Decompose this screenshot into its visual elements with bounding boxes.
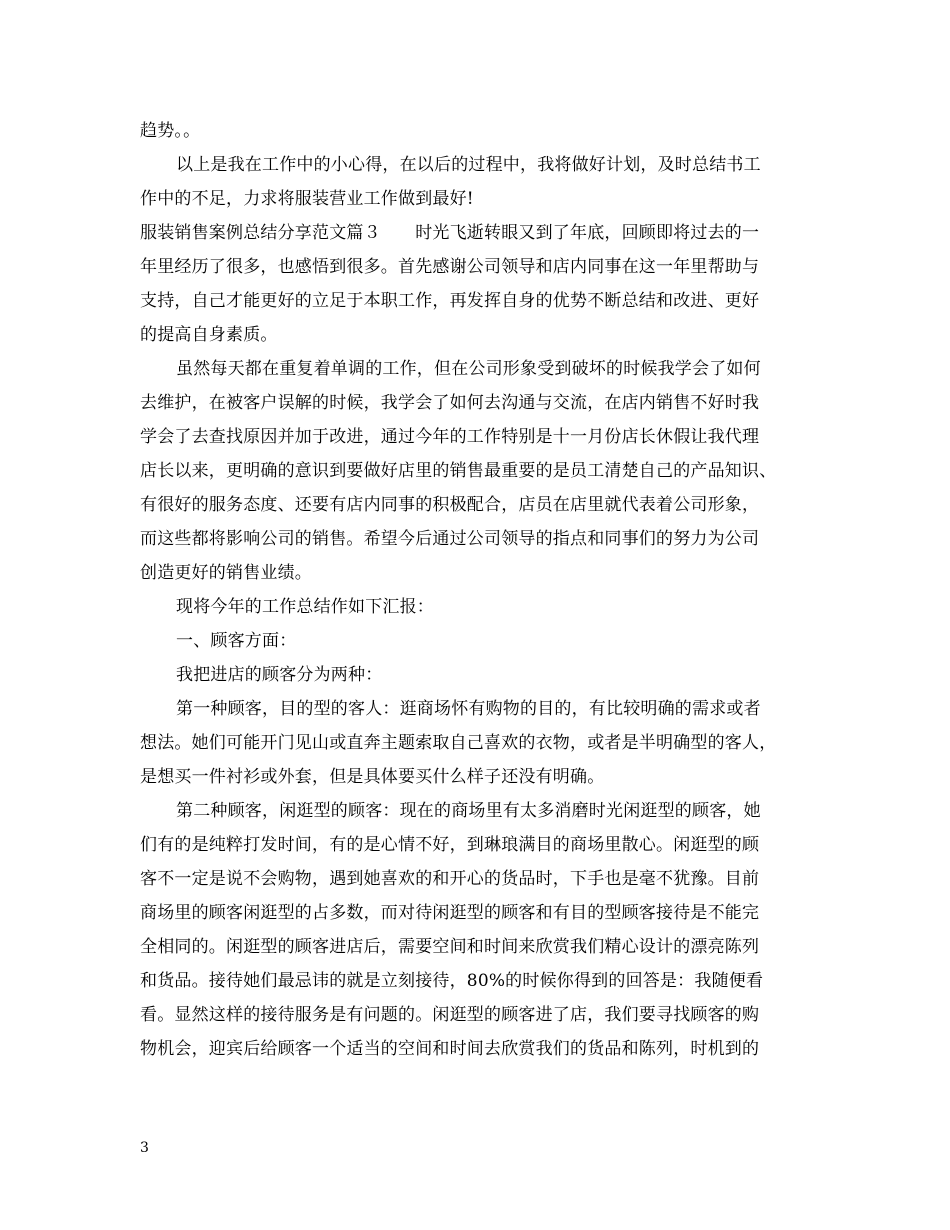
text-line: 物机会，迎宾后给顾客一个适当的空间和时间去欣赏我们的货品和陈列，时机到的 xyxy=(140,1039,760,1059)
text-line: 和货品。接待她们最忌讳的就是立刻接待，80%的时候你得到的回答是：我随便看 xyxy=(140,971,764,991)
text-line: 而这些都将影响公司的销售。希望今后通过公司领导的指点和同事们的努力为公司 xyxy=(140,529,760,549)
text-line: 店长以来，更明确的意识到要做好店里的销售最重要的是员工清楚自己的产品知识、 xyxy=(140,461,777,481)
text-line: 我把进店的顾客分为两种： xyxy=(176,665,383,685)
text-line: 客不一定是说不会购物，遇到她喜欢的和开心的货品时，下手也是毫不犹豫。目前 xyxy=(140,869,760,889)
page-number: 3 xyxy=(140,1140,149,1156)
text-line: 以上是我在工作中的小心得，在以后的过程中，我将做好计划，及时总结书工 xyxy=(176,155,761,175)
text-line: 看。显然这样的接待服务是有问题的。闲逛型的顾客进了店，我们要寻找顾客的购 xyxy=(140,1005,760,1025)
text-line: 第二种顾客，闲逛型的顾客：现在的商场里有太多消磨时光闲逛型的顾客，她 xyxy=(176,801,761,821)
text-line: 作中的不足，力求将服装营业工作做到最好! xyxy=(140,189,474,209)
text-line: 们有的是纯粹打发时间，有的是心情不好，到琳琅满目的商场里散心。闲逛型的顾 xyxy=(140,835,760,855)
text-line: 支持，自己才能更好的立足于本职工作，再发挥自身的优势不断总结和改进、更好 xyxy=(140,291,760,311)
text-line: 学会了去查找原因并加于改进，通过今年的工作特别是十一月份店长休假让我代理 xyxy=(140,427,760,447)
text-line: 的提高自身素质。 xyxy=(140,325,278,345)
text-line: 年里经历了很多，也感悟到很多。首先感谢公司领导和店内同事在这一年里帮助与 xyxy=(140,257,760,277)
text-line: 是想买一件衬衫或外套，但是具体要买什么样子还没有明确。 xyxy=(140,767,605,787)
text-line: 虽然每天都在重复着单调的工作，但在公司形象受到破坏的时候我学会了如何 xyxy=(176,359,761,379)
text-line: 趋势。。 xyxy=(140,121,201,141)
text-line: 服装销售案例总结分享范文篇３ 时光飞逝转眼又到了年底，回顾即将过去的一 xyxy=(140,223,760,243)
text-line: 去维护，在被客户误解的时候，我学会了如何去沟通与交流，在店内销售不好时我 xyxy=(140,393,760,413)
text-line: 商场里的顾客闲逛型的占多数，而对待闲逛型的顾客和有目的型顾客接待是不能完 xyxy=(140,903,760,923)
text-line: 想法。她们可能开门见山或直奔主题索取自己喜欢的衣物，或者是半明确型的客人， xyxy=(140,733,777,753)
text-line: 第一种顾客，目的型的客人：逛商场怀有购物的目的，有比较明确的需求或者 xyxy=(176,699,761,719)
text-line: 有很好的服务态度、还要有店内同事的积极配合，店员在店里就代表着公司形象， xyxy=(140,495,760,515)
text-line: 创造更好的销售业绩。 xyxy=(140,563,312,583)
text-line: 一、顾客方面： xyxy=(176,631,297,651)
text-line: 全相同的。闲逛型的顾客进店后，需要空间和时间来欣赏我们精心设计的漂亮陈列 xyxy=(140,937,760,957)
text-line: 现将今年的工作总结作如下汇报： xyxy=(176,597,434,617)
